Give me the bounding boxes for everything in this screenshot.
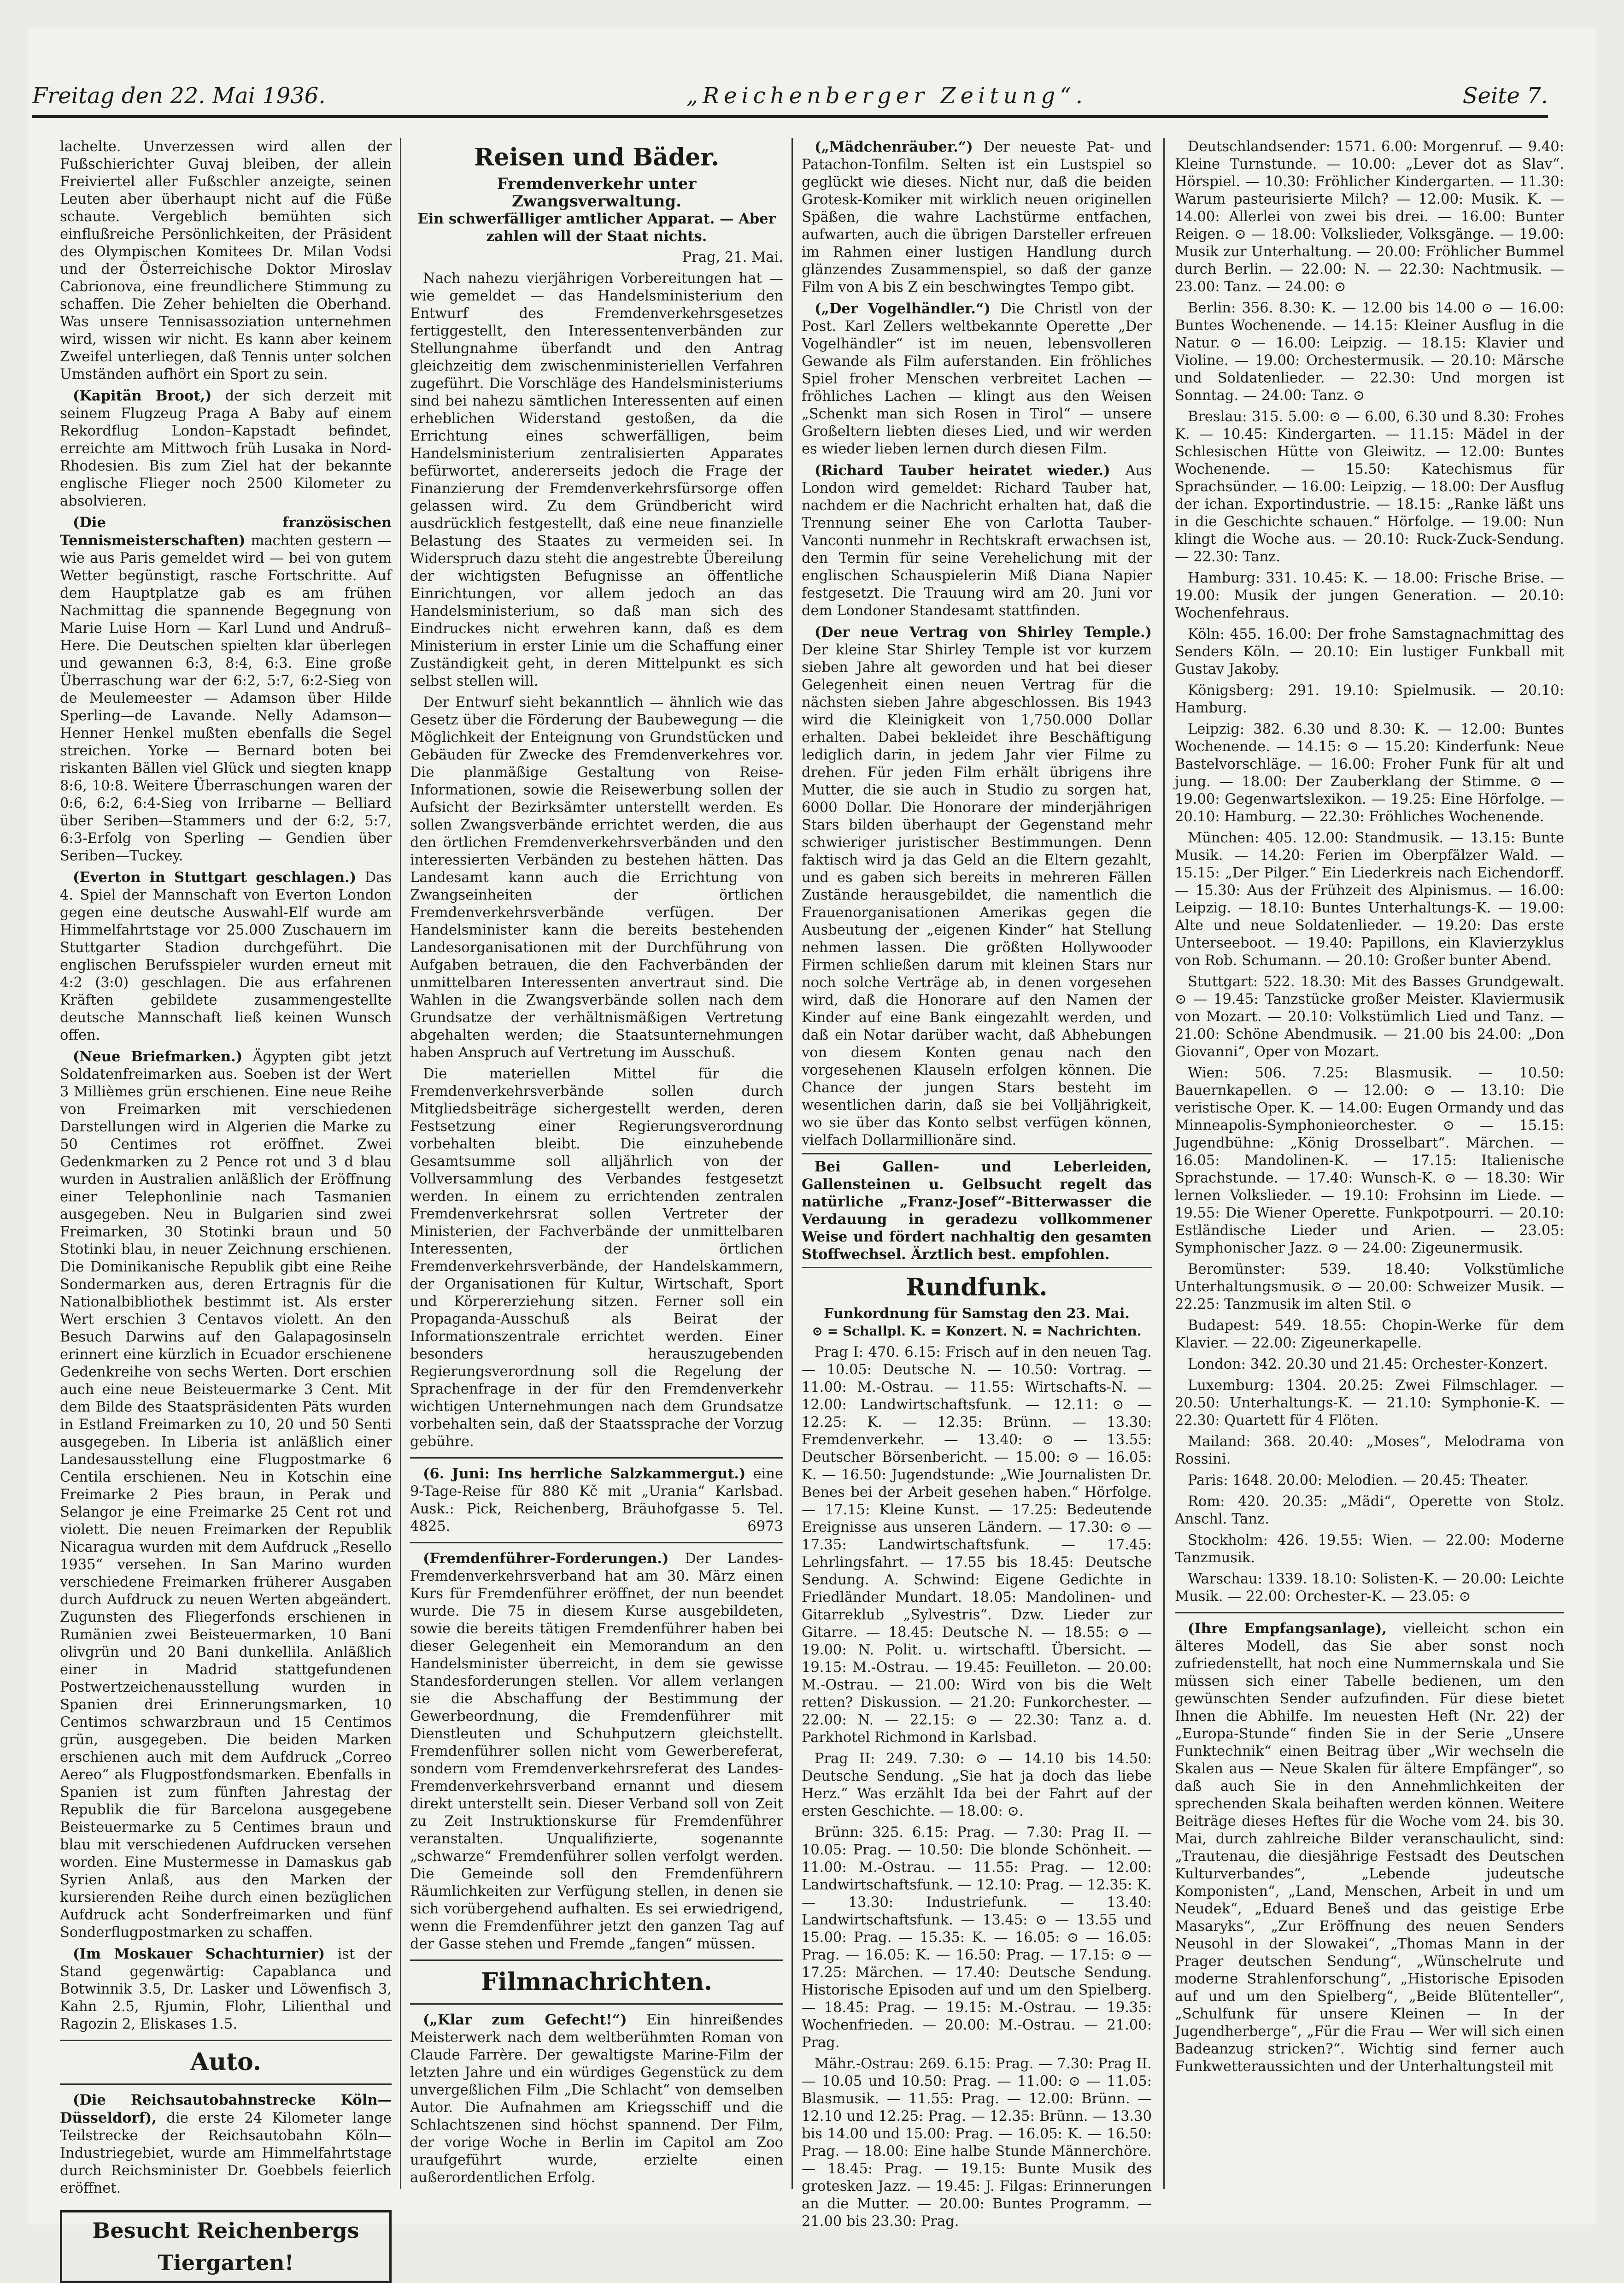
film-item: (Der neue Vertrag von Shirley Temple.) Der kleine Star Shirley Temple ist vor kurzem sieben Jahre alt geworden und hat bei dieser Gelegenheit einen neuen Vertrag für die nächsten sieben Jahre abgeschlossen. Bis 1943 wird die Kleinigkeit von 1,750.000 Dollar erhalten. Dabei bekleidet ihre Beschäftigung lediglich darin, in jedem Jahr vier Filme zu drehen. Für jeden Film erhält übrigens ihre Mutter, die sie auch in Studio zu sorgen hat, 6000 Dollar. Die Honorare der minderjährigen Stars bilden überhaupt der Gegenstand mehr schwieriger juristischer Bestimmungen. Denn faktisch wird ja das Geld an die Eltern gezahlt, und es gaben sich bereits in mehreren Fällen Zustände herausgebildet, die namentlich die Frauenorganisationen Amerikas gegen die Ausbeutung der „eigenen Kinder“ hat Stellung nehmen lassen. Die größten Hollywooder Firmen schließen darum mit kleinen Stars nur noch solche Verträge ab, in denen vorgesehen wird, daß die Honorare auf den Namen der Kinder auf eine Bank eingezahlt werden, und daß ein Notar darüber wacht, daß Abhebungen von diesem Konten genau nach den vorgesehenen Klauseln erfolgen können. Die Chance der jungen Stars besteht im wesentlichen darin, daß sie bei Volljährigkeit, wo sie über das Konto selbst verfügen können, vielfach Dollarmillionäre sind. [802, 624, 1152, 1148]
radio-station: Budapest: 549. 18.55: Chopin-Werke für dem Klavier. — 22.00: Zigeunerkapelle. [1175, 1318, 1564, 1351]
travel-ad: (6. Juni: Ins herrliche Salzkammergut.) eine 9-Tage-Reise für 880 Kč mit „Urania“ Karlsbad. Ausk.: Pick, Reichenberg, Bräuhofgasse 5. Tel. 4825. 6973 [410, 1465, 783, 1535]
radio-station: Mähr.-Ostrau: 269. 6.15: Prag. — 7.30: Prag II. — 10.05 und 10.50: Prag. — 11.00: ⊙ — 11.05: Blasmusik. — 11.55: Prag. — 12.00: Brünn. — 12.10 und 12.25: Prag. — 12.35: Brünn. — 13.30 bis 14.00 und 15.00: Prag. — 16.05: K. — 16.50: Prag. — 18.00: Eine halbe Stunde Männerchöre. — 18.45: Prag. — 19.15: Bunte Musik des grotesken Jazz. — 19.45: J. Filgas: Erinnerungen an die Mutter. — 20.00: Buntes Programm. — 21.00 bis 23.30: Prag. [802, 2056, 1152, 2230]
radio-station: Rom: 420. 20.35: „Mädi“, Operette von Stolz. Anschl. Tanz. [1175, 1494, 1564, 1527]
radio-station: Köln: 455. 16.00: Der frohe Samstagnachmittag des Senders Köln. — 20.10: Ein lustiger Funkball mit Gustav Jakoby. [1175, 626, 1564, 677]
advertisement-banner: Besucht Reichenbergs Tiergarten! [60, 2210, 392, 2283]
news-item: (Ihre Empfangsanlage), vielleicht schon ein älteres Modell, das Sie aber sonst noch zufriedenstellt, hat noch eine Nummernskala und Sie müssen sich einer Tabelle bedienen, um den gewünschten Sender aufzufinden. Für diese bietet Ihnen die Abhilfe. Im neuesten Heft (Nr. 22) der „Europa-Stunde“ finden Sie in der Serie „Unsere Funktechnik“ einen Beitrag über „Wir wechseln die Skalen aus — Neue Skalen für ältere Empfänger“, so daß auch Sie in den Annehmlichkeiten der sprechenden Skala beihaften werden können. Weitere Beiträge dieses Heftes für die Woche vom 24. bis 30. Mai, durch zahlreiche Bilder veranschaulicht, sind: „Trautenau, die diesjährige Festsadt des Deutschen Kulturverbandes“, „Lebende judeutsche Komponisten“, „Land, Menschen, Arbeit in und um Neudek“, „Eduard Beneš und das geistige Erbe Masaryks“, „Zur Eröffnung des neuen Senders Neusohl in der Slowakei“, „Thomas Mann in der Prager deutschen Sendung“, „Wünschelrute und moderne Strahlenforschung“, „Historische Episoden auf und um den Spielberg“, „Beide Blütenteller“, „Schulfunk für unsere Kleinen — In der Jugendherberge“, „Für die Frau — Wer will sich einen Badeanzug stricken?“. Wichtig sind ferner auch Funkwetteraussichten und der Unterhaltungsteil mit [1175, 1620, 1564, 2075]
radio-station: Breslau: 315. 5.00: ⊙ — 6.00, 6.30 und 8.30: Frohes K. — 10.45: Kindergarten. — 11.15: Mädel in der Schlesischen Hütte von Gleiwitz. — 12.00: Buntes Wochenende. — 15.50: Katechismus für Sprachsünder. — 16.00: Leipzig. — 18.00: Der Ausflug der ichan. Exportindustrie. — 18.15: „Ranke läßt uns in die Geschichte schauen.“ Hörfolge. — 19.00: Nun klingt die Woche aus. — 20.10: Ruck-Zuck-Sendung. — 22.30: Tanz. [1175, 409, 1564, 565]
news-item: (Im Moskauer Schachturnier) ist der Stand gegenwärtig: Capablanca und Botwinnik 3.5, Dr. Lasker und Löwenfisch 3, Kahn 2.5, Rjumin, Flohr, Lilienthal und Ragozin 2, Eliskases 1.5. [60, 1946, 392, 2032]
dateline: Prag, 21. Mai. [682, 249, 783, 265]
radio-station: Luxemburg: 1304. 20.25: Zwei Filmschlager. — 20.50: Unterhaltungs-K. — 21.10: Symphonie-K. — 22.30: Quartett für 4 Flöten. [1175, 1377, 1564, 1429]
column-rule [400, 138, 401, 2189]
page-number: Seite 7. [1462, 83, 1548, 109]
radio-station: Paris: 1648. 20.00: Melodien. — 20.45: Theater. [1188, 1472, 1529, 1489]
radio-station: Leipzig: 382. 6.30 und 8.30: K. — 12.00: Buntes Wochenende. — 14.15: ⊙ — 15.20: Kinderfunk: Neue Bastelvorschläge. — 16.00: Froher Funk für alt und jung. — 18.00: Der Zauberklang der Stimme. ⊙ — 19.00: Gegenwartslexikon. — 19.25: Eine Hörfolge. — 20.10: Hamburg. — 22.30: Fröhliches Wochenende. [1175, 721, 1564, 825]
radio-subtitle: Funkordnung für Samstag den 23. Mai. [824, 1306, 1130, 1322]
article-paragraph: lachelte. Unverzessen wird allen der Fußschierichter Guvaj bleiben, der allein Freiviertel aller Fußschler anzeigte, seinen Leuten aber überhaupt nicht auf die Füße schaute. Vergeblich bemühten sich einflußreiche Persönlichkeiten, der Präsident des Olympischen Komitees Dr. Milan Vodsi und der Österreichische Doktor Miroslav Cabrionova, eine freundlichere Stimmung zu schaffen. Die Zeher behielten die Oberhand. Was unsere Tennisassoziation unternehmen wird, wissen wir nicht. Es kann aber keinem Zweifel unterliegen, daß Tennis unter solchen Umständen aufhört ein Sport zu sein. [60, 139, 392, 382]
radio-station: Hamburg: 331. 10.45: K. — 18.00: Frische Brise. — 19.00: Musik der jungen Generation. — 20.10: Wochenfehraus. [1175, 570, 1564, 621]
radio-station: Prag II: 249. 7.30: ⊙ — 14.10 bis 14.50: Deutsche Sendung. „Sie hat ja doch das liebe Herz.“ Was erzählt Ida bei der Fahrt auf der ersten Geschichte. — 18.00: ⊙. [802, 1751, 1152, 1819]
news-item: (Die französischen Tennismeisterschaften) machten gestern — wie aus Paris gemeldet wird — bei von gutem Wetter begünstigt, rasche Fortschritte. Auf dem Hauptplatze gab es am frühen Nachmittag die spannende Begegnung von Marie Luise Horn — Karl Lund und Andruß–Here. Die Deutschen spielten klar überlegen und gewannen 6:3, 8:4, 6:3. Eine große Überraschung war der 6:2, 5:7, 6:2-Sieg von de Meulemeester — Adamson über Hilde Sperling—de Lavande. Nelly Adamson—Henner Henkel mußten ebenfalls die Segel streichen. Yorke — Bernard boten bei riskanten Bällen viel Glück und siegten knapp 8:6, 10:8. Weitere Überraschungen waren der 0:6, 6:2, 6:4-Sieg von Irribarne — Belliard über Seriben—Stammers und der 6:2, 5:7, 6:3-Erfolg von Sperling — Gendien über Seriben—Tuckey. [60, 514, 392, 864]
section-title-auto: Auto. [190, 2048, 262, 2076]
divider [410, 1959, 783, 1961]
column-3 [802, 138, 1152, 2230]
article-paragraph: Die materiellen Mittel für die Fremdenverkehrsverbände sollen durch Mitgliedsbeiträge sichergestellt werden, deren Festsetzung einer Regierungsverordnung vorbehalten bleibt. Die einzuhebende Gesamtsumme soll alljährlich von der Vollversammlung des Verbandes festgesetzt werden. In einem zu errichtenden zentralen Fremdenverkehrsrat sollen Vertreter der Ministerien, der Fachverbände der unmittelbaren Interessenten, der örtlichen Fremdenverkehrsverbände, der Handelskammern, der Organisationen für Kultur, Wirtschaft, Sport und Körpererziehung sitzen. Ferner soll ein Propaganda-Ausschuß als Beirat der Informationszentrale errichtet werden. Einer besonders herauszugebenden Regierungsverordnung soll die Regelung der Sprachenfrage in der für den Fremdenverkehr wichtigen Unternehmungen nach dem Grundsatze vorbehalten sein, daß der Staatssprache der Vorzug gebühre. [410, 1066, 783, 1450]
film-item: („Der Vogelhändler.“) Die Christl von der Post. Karl Zellers weltbekannte Operette „Der Vogelhändler“ ist im neuen, lebensvolleren Gewande als Film auferstanden. Ein fröhliches Spiel froher Menschen verbreitet Lachen — fröhliches Lachen — klingt aus den Weisen „Schenkt man sich Rosen in Tirol“ — unsere Großeltern liebten dieses Lied, und wir werden es wieder lieben lernen durch diesen Film. [802, 300, 1152, 457]
divider [1175, 1612, 1564, 1613]
radio-station: Prag I: 470. 6.15: Frisch auf in den neuen Tag. — 10.05: Deutsche N. — 10.50: Vortrag. — 11.00: M.-Ostrau. — 11.55: Wirtschafts-N. — 12.00: Landwirtschaftsfunk. — 12.11: ⊙ — 12.25: K. — 12.35: Brünn. — 13.30: Fremdenverkehr. — 13.40: ⊙ — 13.55: Deutscher Börsenbericht. — 15.00: ⊙ — 16.05: K. — 16.50: Jugendstunde: „Wie Journalisten Dr. Benes bei der Arbeit gesehen haben.“ Hörfolge. — 17.15: Kleine Kunst. — 17.25: Bedeutende Ereignisse aus unseren Ländern. — 17.30: ⊙ — 17.35: Landwirtschaftsfunk. — 17.45: Lehrlingsfahrt. — 17.55 bis 18.45: Deutsche Sendung. A. Schwind: Eigene Gedichte in Friedländer Mundart. 18.05: Mandolinen- und Gitarreklub „Sylvestris“. Dzw. Lieder zur Gitarre. — 18.45: Deutsche N. — 18.55: ⊙ — 19.00: N. Polit. u. wirtschaftl. Übersicht. — 19.15: M.-Ostrau. — 19.45: Feuilleton. — 20.00: M.-Ostrau. — 21.00: Wird von bis die Welt retten? Diskussion. — 21.20: Funkorchester. — 22.00: N. — 22.15: ⊙ — 22.30: Tanz a. d. Parkhotel Richmond in Karlsbad. [802, 1344, 1152, 1746]
article-paragraph: Nach nahezu vierjährigen Vorbereitungen hat — wie gemeldet — das Handelsministerium den Entwurf des Fremdenverkehrsgesetzes fertiggestellt, den Interessentenverbänden zur Stellungnahme überfandt und den Antrag gleichzeitig dem zwischenministeriellen Verfahren zugeführt. Die Vorschläge des Handelsministeriums sind bei nahezu sämtlichen Interessenten auf einen erheblichen Widerstand gestoßen, da die Errichtung eines schwerfälligen, beim Handelsministerium zentralisierten Apparates befürwortet, andererseits jedoch die Frage der Finanzierung der Fremdenverkehrsfürsorge offen gelassen wird. Zu dem Gründbericht wird ausdrücklich festgestellt, daß eine neue finanzielle Belastung des Staates zu vermeiden sei. In Widerspruch dazu steht die angestrebte Übereilung der wichtigsten Befugnisse an öffentliche Einrichtungen, vor allem jedoch an das Handelsministerium, so daß man sich des Eindruckes nicht erwehren kann, daß es dem Ministerium in erster Linie um die Schaffung einer Zuständigkeit geht, in deren Mittelpunkt es sich selbst stellen will. [410, 271, 783, 689]
radio-station: London: 342. 20.30 und 21.45: Orchester-Konzert. [1188, 1356, 1548, 1372]
header-date: Freitag den 22. Mai 1936. [32, 83, 326, 109]
franz-josef-ad: Bei Gallen- und Leberleiden, Gallensteinen u. Gelbsucht regelt das natürliche „Franz-Josef“-Bitterwasser die Verdauung in geradezu vollkommener Weise und fördert nachhaltig den gesamten Stoffwechsel. Ärztlich best. empfohlen. [802, 1153, 1152, 1268]
divider [410, 1457, 783, 1459]
news-item: (Die Reichsautobahnstrecke Köln—Düsseldorf), die erste 24 Kilometer lange Teilstrecke der Reichsautobahn Köln—Industriegebiet, wurde am Himmelfahrtstage durch Reichsminister Dr. Goebbels feierlich eröffnet. [60, 2092, 392, 2196]
divider [60, 2083, 392, 2085]
film-item: (Richard Tauber heiratet wieder.) Aus London wird gemeldet: Richard Tauber hat, nachdem er die Nachricht erhalten hat, daß die Trennung seiner Ehe von Carlotta Tauber-Vanconti nunmehr in Rechtskraft erwachsen ist, den Termin für seine Verehelichung mit der englischen Schauspielerin Miß Diana Napier festgesetzt. Die Trauung wird am 20. Juni vor dem Londoner Standesamt stattfinden. [802, 462, 1152, 619]
column-1 [60, 138, 392, 2275]
radio-station: Brünn: 325. 6.15: Prag. — 7.30: Prag II. — 10.05: Prag. — 10.50: Die blonde Schönheit. — 11.00: M.-Ostrau. — 11.55: Prag. — 12.00: Landwirtschaftsfunk. — 12.10: Prag. — 12.35: K. — 13.30: Industriefunk. — 13.40: Landwirtschaftsfunk. — 13.45: ⊙ — 13.55 und 15.00: Prag. — 15.35: K. — 16.05: ⊙ — 16.05: Prag. — 16.05: K. — 16.50: Prag. — 17.15: ⊙ — 17.25: Märchen. — 17.40: Deutsche Sendung. Historische Episoden auf und um den Spielberg. — 18.45: Prag. — 19.15: M.-Ostrau. — 19.35: Wochenfrieden. — 20.00: M.-Ostrau. — 21.00: Prag. [802, 1824, 1152, 2051]
page-header [32, 74, 1548, 118]
section-title-film: Filmnachrichten. [481, 1968, 713, 1996]
divider [60, 2040, 392, 2041]
radio-legend: ⊙ = Schallpl. K. = Konzert. N. = Nachrichten. [812, 1324, 1142, 1339]
newspaper-title: „Reichenberger Zeitung“. [686, 83, 1088, 109]
news-item: (Neue Briefmarken.) Ägypten gibt jetzt Soldatenfreimarken aus. Soeben ist der Wert 3 Millièmes grün erschienen. Eine neue Reihe von Freimarken mit verschiedenen Darstellungen wird in Algerien die Marke zu 50 Centimes rot eröffnet. Zwei Gedenkmarken zu 2 Pence rot und 3 d blau wurden in Australien anläßlich der Eröffnung einer Telephonlinie nach Tasmanien ausgegeben. Neu in Bulgarien sind zwei Freimarken, 30 Stotinki braun und 50 Stotinki blau, in neuer Zeichnung erschienen. Die Dominikanische Republik gibt eine Reihe Sondermarken aus, deren Ertragnis für die Nationalbibliothek bestimmt ist. Als erster Wert erschien 3 Centavos violett. An den Besuch Darwins auf den Galapagosinseln erinnert eine kürzlich in Ecuador erschienene Gedenkreihe von sechs Werten. Dort erschien auch eine neue Beisteuermarke 3 Cent. Mit dem Bilde des Staatspräsidenten Päts wurden in Estland Freimarken zu 10, 20 und 50 Senti ausgegeben. In Liberia ist anläßlich einer Landesausstellung eine Flugpostmarke 6 Centila erschienen. Neu in Kotschin eine Freimarke 2 Pies braun, in Perak und Selangor je eine Freimarke 25 Cent rot und violett. Die neuen Freimarken der Republik Nicaragua wurden mit dem Aufdruck „Resello 1935“ versehen. In San Marino wurden verschiedene Freimarken früherer Ausgaben durch Aufdruck zu neuen Werten abgeändert. Zugunsten des Fliegerfonds erschienen in Rumänien zwei Beisteuermarken, 10 Bani olivgrün und 20 Bani dunkellila. Anläßlich einer in Madrid stattgefundenen Postwertzeichenausstellung wurden in Spanien drei Erinnerungsmarken, 10 Centimos schwarzbraun und 15 Centimos grün, ausgegeben. Die beiden Marken erschienen auch mit dem Aufdruck „Correo Aereo“ als Flugpostfondsmarken. Ebenfalls in Spanien ist zum fünften Jahrestag der Republik die für Barcelona ausgegebene Beisteuermarke zu 5 Centimes braun und blau mit verschiedenen Aufdrucken versehen worden. Eine Mustermesse in Damaskus gab Syrien Anlaß, aus den Marken der kursierenden Reihe durch einen bezüglichen Aufdruck acht Sonderfreimarken und fünf Sonderflugpostmarken zu schaffen. [60, 1048, 392, 1941]
radio-station: Beromünster: 539. 18.40: Volkstümliche Unterhaltungsmusik. ⊙ — 20.00: Schweizer Musik. — 22.25: Tanzmusik im alten Stil. ⊙ [1175, 1261, 1564, 1312]
film-item: („Mädchenräuber.“) Der neueste Pat- und Patachon-Tonfilm. Selten ist ein Lustspiel so geglückt wie dieses. Nicht nur, daß die beiden Grotesk-Komiker mit wirklich neuen originellen Späßen, die wahre Lachstürme entfachen, aufwarten, auch die übrigen Darsteller erfreuen im Rahmen einer lustigen Handlung durch glänzendes Zusammenspiel, so daß der ganze Film von A bis Z ein beschwingtes Tempo gibt. [802, 139, 1152, 295]
radio-station: Stuttgart: 522. 18.30: Mit des Basses Grundgewalt. ⊙ — 19.45: Tanzstücke großer Meister. Klaviermusik von Mozart. — 20.10: Volkstümlich Lied und Tanz. — 21.00: Schöne Abendmusik. — 21.00 bis 24.00: „Don Giovanni“, Oper von Mozart. [1175, 974, 1564, 1060]
radio-station: Wien: 506. 7.25: Blasmusik. — 10.50: Bauernkapellen. ⊙ — 12.00: ⊙ — 13.10: Die veristische Oper. K. — 14.00: Eugen Ormandy und das Minneapolis-Symphonieorchester. ⊙ — 15.15: Jugendbühne: „König Drosselbart“. Märchen. — 16.05: Mandolinen-K. — 17.15: Italienische Sprachstunde. — 17.40: Wunsch-K. ⊙ — 18.30: Wir lernen Volkslieder. — 19.10: Frohsinn im Liede. — 19.55: Die Wiener Operette. Funkpotpourri. — 20.10: Estländische Lieder und Arien. — 23.05: Symphonischer Jazz. ⊙ — 24.00: Zigeunermusik. [1175, 1065, 1564, 1256]
news-item: (Everton in Stuttgart geschlagen.) Das 4. Spiel der Mannschaft von Everton London gegen eine deutsche Auswahl-Elf wurde am Himmelfahrtstage vor 25.000 Zuschauern im Stuttgarter Stadion durchgeführt. Die englischen Berufsspieler wurden erneut mit 4:2 (3:0) geschlagen. Die aus erfahrenen Kräften gebildete zusammengestellte deutsche Mannschaft ließ keinen Wunsch offen. [60, 869, 392, 1043]
radio-station: Deutschlandsender: 1571. 6.00: Morgenruf. — 9.40: Kleine Turnstunde. — 10.00: „Lever dot as Slav“. Hörspiel. — 10.30: Fröhlicher Kindergarten. — 11.30: Warum pasteurisierte Milch? — 12.00: Musik. K. — 14.00: Allerlei von zwei bis drei. — 16.00: Bunter Reigen. ⊙ — 18.00: Volkslieder, Volksgänge. — 19.00: Musik zur Unterhaltung. — 20.00: Fröhlicher Bummel durch Berlin. — 22.00: N. — 22.30: Nachtmusik. — 23.00: Tanz. — 24.00: ⊙ [1175, 139, 1564, 295]
article-deck: Ein schwerfälliger amtlicher Apparat. — Aber zahlen will der Staat nichts. [417, 211, 776, 245]
divider [410, 2003, 783, 2005]
news-item: („Klar zum Gefecht!“) Ein hinreißendes Meisterwerk nach dem weltberühmten Roman von Claude Farrère. Der gewaltigste Marine-Film der letzten Jahre und ein würdiges Gegenstück zu dem unvergeßlichen Film „Die Schlacht“ von demselben Autor. Die Aufnahmen am Kriegsschiff und die Schlachtszenen sind höchst spannend. Der Film, der vorige Woche in Berlin im Capitol am Zoo uraufgeführt wurde, erzielte einen außerordentlichen Erfolg. [410, 2012, 783, 2186]
section-title-travel: Reisen und Bäder. [474, 143, 720, 171]
radio-station: Stockholm: 426. 19.55: Wien. — 22.00: Moderne Tanzmusik. [1175, 1532, 1564, 1566]
column-2 [410, 138, 783, 2189]
section-title-radio: Rundfunk. [906, 1273, 1048, 1301]
article-paragraph: Der Entwurf sieht bekanntlich — ähnlich wie das Gesetz über die Förderung der Baubewegung — die Möglichkeit der Enteignung von Grundstücken und Gebäuden für Zwecke des Fremdenverkehres vor. Die planmäßige Gestaltung von Reise-Informationen, sowie die Reisewerbung sollen der Aufsicht der Bezirksämter unterstellt werden. Es sollen Zwangsverbände errichtet werden, die aus den örtlichen Fremdenverkehrsverbänden und den interessierten Verbänden zu bestehen hätten. Das Landesamt kann auch die Errichtung von Zwangseinheiten der örtlichen Fremdenverkehrsverbände verfügen. Der Handelsminister kann die bereits bestehenden Landesorganisationen mit der Durchführung von Aufgaben betrauen, die den Fachverbänden der unmittelbaren Interessenten anvertraut sind. Die Wahlen in die Zwangsverbände sollen nach dem Grundsatze der verhältnismäßigen Vertretung abgehalten werden; die Staatsunternehmungen haben Anspruch auf Vertretung im Ausschuß. [410, 694, 783, 1061]
radio-station: München: 405. 12.00: Standmusik. — 13.15: Bunte Musik. — 14.20: Ferien im Oberpfälzer Wald. — 15.15: „Der Pilger.“ Ein Liederkreis nach Eichendorff. — 15.30: Aus der Frühzeit des Alpinismus. — 16.00: Leipzig. — 18.10: Buntes Unterhaltungs-K. — 19.00: Alte und neue Soldatenlieder. — 19.20: Das erste Unterseeboot. — 19.40: Papillons, ein Klavierzyklus von Rob. Schumann. — 20.10: Großer bunter Abend. [1175, 830, 1564, 969]
radio-station: Berlin: 356. 8.30: K. — 12.00 bis 14.00 ⊙ — 16.00: Buntes Wochenende. — 14.15: Kleiner Ausflug in die Natur. ⊙ — 16.00: Leipzig. — 18.15: Klavier und Violine. — 19.00: Orchestermusik. — 20.10: Märsche und Soldatenlieder. — 22.30: Und morgen ist Sonntag. — 24.00: Tanz. ⊙ [1175, 300, 1564, 404]
column-4 [1175, 138, 1564, 2189]
radio-station: Warschau: 1339. 18.10: Solisten-K. — 20.00: Leichte Musik. — 22.00: Orchester-K. — 23.05: ⊙ [1175, 1571, 1564, 1605]
divider [410, 1542, 783, 1543]
radio-station: Königsberg: 291. 19.10: Spielmusik. — 20.10: Hamburg. [1175, 683, 1564, 716]
radio-station: Mailand: 368. 20.40: „Moses“, Melodrama von Rossini. [1175, 1434, 1564, 1467]
news-item: (Kapitän Broot,) der sich derzeit mit seinem Flugzeug Praga A Baby auf einem Rekordflug London–Kapstadt befindet, erreichte am Mittwoch früh Lusaka in Nord-Rhodesien. Bis zum Ziel hat der bekannte englische Flieger noch 2500 Kilometer zu absolvieren. [60, 388, 392, 509]
article-headline: Fremdenverkehr unter Zwangsverwaltung. [497, 175, 697, 211]
column-rule [1163, 138, 1165, 2189]
news-item: (Fremdenführer-Forderungen.) Der Landes-Fremdenverkehrsverband hat am 30. März einen Kurs für Fremdenführer eröffnet, der nun beendet wurde. Die 75 in diesem Kurse ausgebildeten, sowie die bereits tätigen Fremdenführer haben bei dieser Gelegenheit ein Memorandum an den Handelsminister überreicht, in dem sie gewisse Standesforderungen stellen. Vor allem verlangen sie die Abschaffung der Bestimmung der Gewerbeordnung, die Fremdenführer mit Dienstleuten und Schuhputzern gleichstellt. Fremdenführer sollen nicht vom Gewerbereferat, sondern vom Fremdenverkehrsreferat des Landes-Fremdenverkehrsverband ernannt und diesem direkt unterstellt sein. Dieser Verband soll von Zeit zu Zeit Instruktionskurse für Fremdenführer veranstalten. Unqualifizierte, sogenannte „schwarze“ Fremdenführer sollen verfolgt werden. Die Gemeinde soll den Fremdenführern Räumlichkeiten zur Verfügung stellen, in denen sie sich vorübergehend aufhalten. Es sei erwiedrigend, wenn die Fremdenführer jetzt den ganzen Tag auf der Gasse stehen und Fremde „fangen“ müssen. [410, 1550, 783, 1952]
column-rule [791, 138, 793, 2189]
